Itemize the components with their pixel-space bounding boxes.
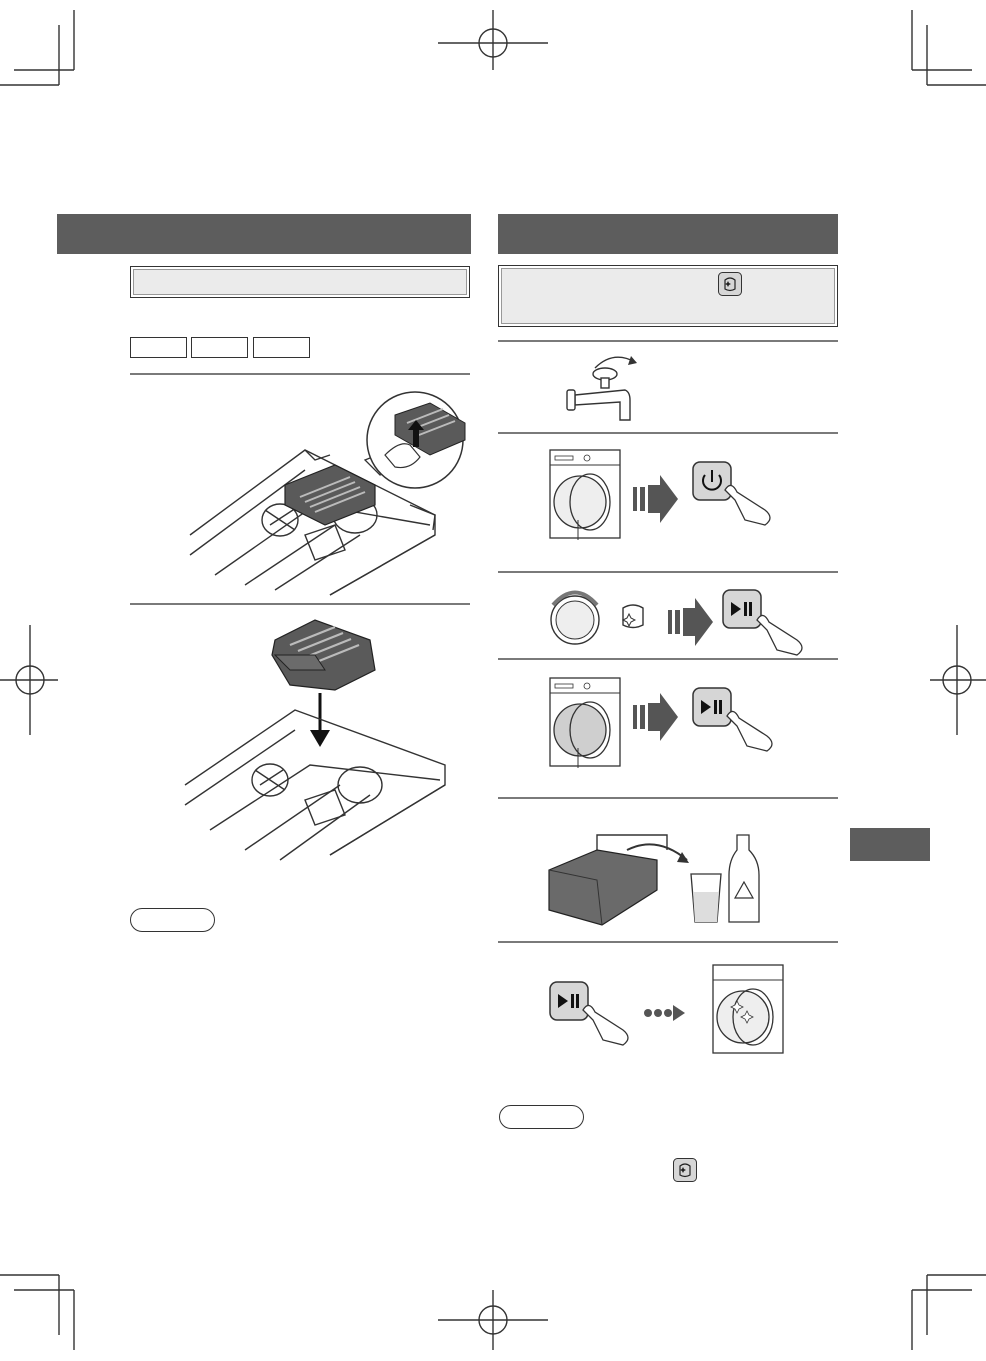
model-tag-1 xyxy=(130,337,187,358)
right-step-1-rule xyxy=(498,340,838,342)
washer-power-illustration xyxy=(545,440,785,550)
right-step-4-rule xyxy=(498,658,838,660)
right-section-title xyxy=(498,224,510,244)
left-note-pill xyxy=(130,908,215,932)
side-tab-text xyxy=(850,836,858,852)
left-subheader-text xyxy=(131,274,139,290)
drum-clean-icon xyxy=(673,1158,697,1182)
insert-cover-illustration xyxy=(180,615,460,865)
remove-cover-illustration xyxy=(185,385,485,605)
drum-clean-icon xyxy=(718,272,742,296)
left-section-title xyxy=(57,224,69,244)
dial-start-illustration xyxy=(545,580,825,665)
start-clean-illustration xyxy=(545,960,825,1060)
water-tap-illustration xyxy=(565,350,655,430)
right-step-6-rule xyxy=(498,941,838,943)
right-subheader xyxy=(498,265,838,327)
right-step-3-rule xyxy=(498,571,838,573)
right-note-pill xyxy=(499,1105,584,1129)
pour-cleaner-illustration xyxy=(547,830,787,930)
left-section-header xyxy=(57,214,471,254)
right-step-2-rule xyxy=(498,432,838,434)
left-step-1-rule xyxy=(130,373,470,375)
left-step-2-rule xyxy=(130,603,470,605)
model-tag-2 xyxy=(191,337,248,358)
right-section-header xyxy=(498,214,838,254)
left-subheader xyxy=(130,266,470,298)
side-tab xyxy=(850,828,930,861)
washer-start-illustration xyxy=(545,668,785,778)
right-step-5-rule xyxy=(498,797,838,799)
model-tag-3 xyxy=(253,337,310,358)
